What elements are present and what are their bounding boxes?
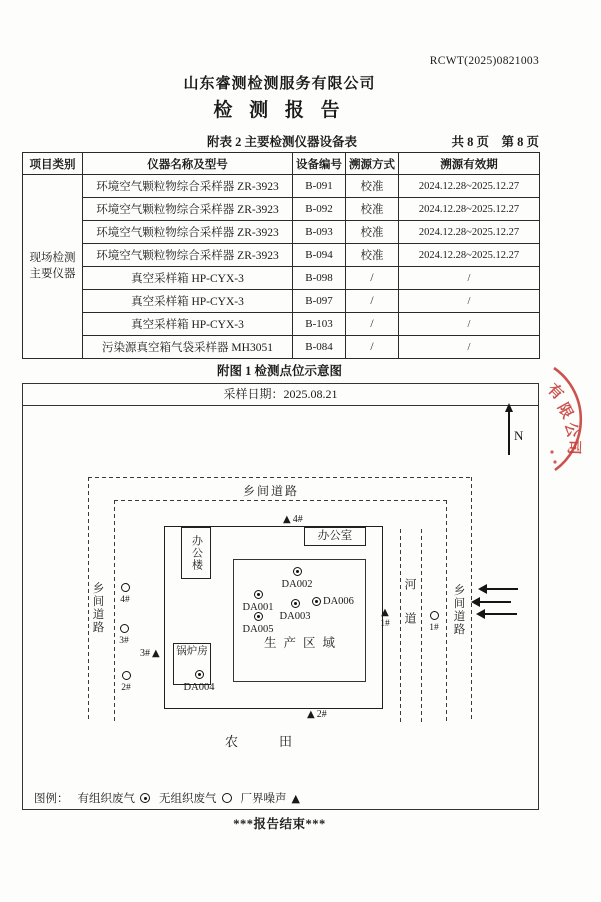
col-header-category: 项目类别 — [23, 153, 83, 175]
point-label: 1# — [429, 623, 439, 633]
table-row — [23, 267, 540, 290]
instrument-name: 环境空气颗粒物综合采样器 ZR-3923 — [83, 175, 293, 198]
river-label: 河道 — [403, 578, 417, 646]
table-row — [23, 198, 540, 221]
col-header-validity: 溯源有效期 — [399, 153, 540, 175]
fugitive-emission-icon — [222, 793, 232, 803]
legend-organized-label: 有组织废气 — [77, 793, 135, 805]
seal-char: 限 — [553, 400, 576, 422]
office-building-box — [181, 527, 211, 579]
organized-emission-icon — [195, 670, 204, 679]
sampling-date-row — [23, 384, 538, 406]
outer-road-line-left — [88, 477, 89, 722]
category-line1: 现场检测 — [29, 251, 76, 264]
company-seal-stamp — [540, 355, 601, 480]
organized-emission-icon — [291, 599, 300, 608]
instrument-name: 真空采样箱 HP-CYX-3 — [83, 313, 293, 336]
seal-char: 司 — [564, 439, 582, 455]
noise-triangle-icon: ▲ — [307, 709, 315, 720]
trace-validity: 2024.12.28~2025.12.27 — [399, 244, 540, 267]
sampling-date-label: 采样日期： — [223, 387, 284, 401]
table-row — [23, 175, 540, 198]
point-label: DA004 — [183, 682, 215, 693]
office-building-label: 办公楼 — [190, 535, 203, 571]
legend — [34, 790, 300, 806]
category-cell — [23, 175, 83, 359]
table-header-row — [23, 153, 540, 175]
outer-road-line-top — [88, 477, 471, 478]
trace-method: 校准 — [346, 198, 399, 221]
equipment-code: B-097 — [293, 290, 346, 313]
farmland-label: 农田 — [225, 734, 334, 749]
legend-item-organized — [78, 790, 151, 806]
emission-point-da006 — [312, 596, 354, 608]
noise-point-3 — [140, 649, 160, 659]
trace-method: 校准 — [346, 244, 399, 267]
sampling-date-value: 2025.08.21 — [283, 387, 338, 401]
legend-item-fugitive — [159, 790, 232, 806]
organized-emission-icon — [254, 590, 263, 599]
instrument-name: 环境空气颗粒物综合采样器 ZR-3923 — [83, 198, 293, 221]
legend-title: 图例： — [34, 793, 69, 805]
fugitive-point-3 — [110, 620, 138, 647]
trace-validity: / — [399, 313, 540, 336]
noise-triangle-icon: ▲ — [152, 648, 160, 659]
emission-point-da004 — [177, 666, 221, 694]
noise-point-1 — [373, 603, 397, 630]
point-label: 3# — [140, 648, 150, 659]
seal-dot — [553, 460, 556, 463]
page-number-info: 共 8 页 第 8 页 — [451, 135, 539, 149]
equipment-code: B-093 — [293, 221, 346, 244]
trace-validity: 2024.12.28~2025.12.27 — [399, 198, 540, 221]
report-end-text: ***报告结束*** — [233, 817, 326, 831]
legend-fugitive-label: 无组织废气 — [159, 793, 217, 805]
table-caption: 附表 2 主要检测仪器设备表 — [207, 135, 358, 149]
equipment-code: B-091 — [293, 175, 346, 198]
direction-arrow-icon — [484, 613, 517, 615]
organized-emission-icon — [312, 597, 321, 606]
table-row — [23, 244, 540, 267]
boiler-room-box: 锅炉房 — [173, 643, 211, 685]
road-label-top: 乡间道路 — [242, 484, 299, 498]
instrument-name: 环境空气颗粒物综合采样器 ZR-3923 — [83, 221, 293, 244]
emission-point-da005 — [236, 608, 280, 636]
organized-emission-icon — [293, 567, 302, 576]
instrument-name: 环境空气颗粒物综合采样器 ZR-3923 — [83, 244, 293, 267]
direction-arrow-icon — [486, 588, 518, 590]
north-label: N — [514, 428, 524, 443]
company-name: 山东睿测检测服务有限公司 — [183, 76, 376, 92]
trace-validity: 2024.12.28~2025.12.27 — [399, 175, 540, 198]
seal-char: 有 — [543, 381, 566, 404]
col-header-code: 设备编号 — [293, 153, 346, 175]
trace-method: / — [346, 290, 399, 313]
fugitive-point-4 — [111, 579, 139, 606]
instrument-name: 真空采样箱 HP-CYX-3 — [83, 267, 293, 290]
col-header-method: 溯源方式 — [346, 153, 399, 175]
fugitive-point-2 — [112, 667, 140, 694]
noise-triangle-icon: ▲ — [291, 791, 300, 805]
noise-triangle-icon: ▲ — [381, 607, 389, 618]
trace-validity: / — [399, 290, 540, 313]
river-line-left — [400, 529, 401, 722]
point-label: 2# — [316, 709, 327, 720]
equipment-code: B-092 — [293, 198, 346, 221]
trace-method: / — [346, 336, 399, 359]
trace-method: 校准 — [346, 175, 399, 198]
trace-validity: / — [399, 336, 540, 359]
equipment-code: B-084 — [293, 336, 346, 359]
factory-boundary-top — [114, 500, 447, 501]
fugitive-emission-icon — [121, 583, 130, 592]
organized-emission-icon — [140, 793, 150, 803]
report-number: RCWT(2025)0821003 — [429, 55, 539, 67]
seal-dot — [550, 450, 553, 453]
table-row — [23, 221, 540, 244]
equipment-code: B-098 — [293, 267, 346, 290]
production-area-label: 生产区域 — [263, 636, 342, 650]
direction-arrow-icon — [479, 601, 511, 603]
trace-method: / — [346, 267, 399, 290]
instrument-name: 污染源真空箱气袋采样器 MH3051 — [83, 336, 293, 359]
table-row — [23, 290, 540, 313]
trace-method: / — [346, 313, 399, 336]
trace-validity: / — [399, 267, 540, 290]
table-row — [23, 336, 540, 359]
point-label: 4# — [120, 595, 130, 605]
table-row — [23, 313, 540, 336]
point-label: 3# — [119, 636, 129, 646]
point-label: DA005 — [242, 624, 274, 635]
road-label-left: 乡间道路 — [91, 582, 104, 634]
point-label: DA001 — [242, 602, 274, 613]
point-label: 1# — [380, 619, 390, 629]
noise-triangle-icon: ▲ — [283, 514, 291, 525]
instrument-name: 真空采样箱 HP-CYX-3 — [83, 290, 293, 313]
noise-point-4 — [283, 515, 303, 525]
office-box: 办公室 — [304, 527, 366, 546]
fugitive-emission-icon — [120, 624, 129, 633]
road-label-right: 乡间道路 — [452, 584, 465, 636]
instrument-table — [22, 152, 540, 359]
point-label: DA002 — [281, 579, 313, 590]
report-title: 检 测 报 告 — [213, 100, 346, 121]
point-label: DA006 — [323, 596, 354, 607]
noise-point-2 — [307, 710, 327, 720]
trace-validity: 2024.12.28~2025.12.27 — [399, 221, 540, 244]
trace-method: 校准 — [346, 221, 399, 244]
fugitive-emission-icon — [430, 611, 439, 620]
emission-point-da002 — [275, 563, 319, 591]
equipment-code: B-103 — [293, 313, 346, 336]
point-label: DA003 — [279, 611, 311, 622]
point-label: 2# — [121, 683, 131, 693]
point-label: 4# — [292, 514, 303, 525]
seal-char: 公 — [561, 420, 581, 440]
north-arrow-icon — [508, 411, 510, 455]
equipment-code: B-094 — [293, 244, 346, 267]
figure-caption: 附图 1 检测点位示意图 — [216, 364, 342, 378]
organized-emission-icon — [254, 612, 263, 621]
legend-item-noise — [241, 790, 300, 806]
fugitive-emission-icon — [122, 671, 131, 680]
site-diagram — [22, 383, 539, 810]
fugitive-point-1 — [420, 607, 448, 634]
col-header-instrument: 仪器名称及型号 — [83, 153, 293, 175]
legend-noise-label: 厂界噪声 — [240, 793, 287, 805]
category-line2: 主要仪器 — [29, 267, 76, 280]
